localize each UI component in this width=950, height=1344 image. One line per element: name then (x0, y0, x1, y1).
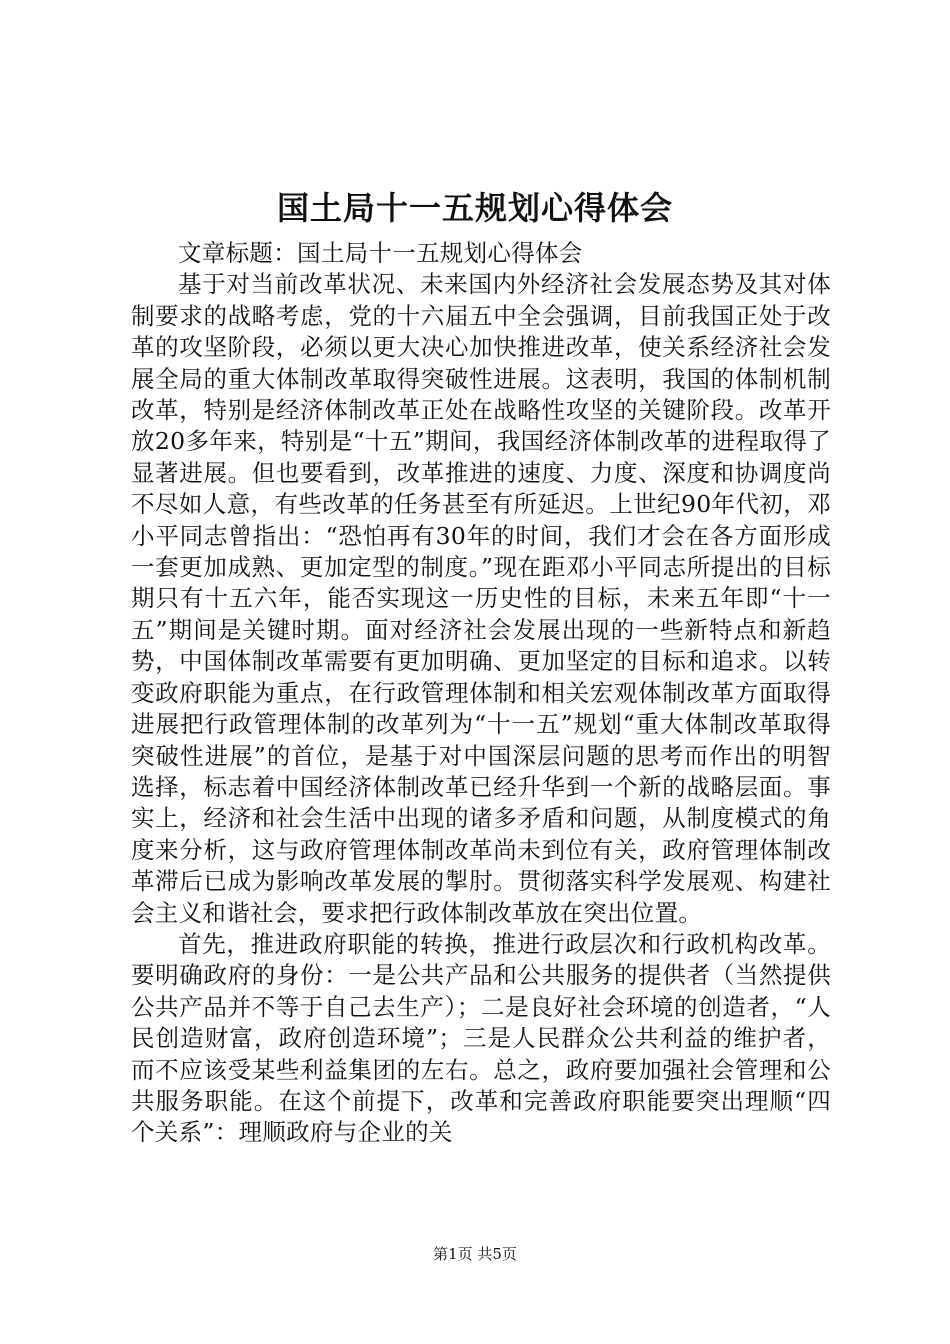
paragraph-government-functions: 首先，推进政府职能的转换，推进行政层次和行政机构改革。要明确政府的身份：一是公共产品和公共服务的提供者（当然提供公共产品并不等于自己去生产）；二是良好社会环境的创造者，“人民创造财富，政府创造环境”；三是人民群众公共利益的维护者，而不应该受某些利益集团的左右。总之，政府要加强社会管理和公共服务职能。在这个前提下，改革和完善政府职能要突出理顺“四个关系”：理顺政府与企业的关 (131, 929, 831, 1147)
page-footer: 第1页 共5页 (433, 1245, 517, 1263)
document-body (131, 238, 831, 1149)
paragraph-article-title: 文章标题：国土局十一五规划心得体会 (178, 239, 583, 267)
document-title: 国土局十一五规划心得体会 (276, 189, 673, 227)
paragraph-reform-background: 基于对当前改革状况、未来国内外经济社会发展态势及其对体制要求的战略考虑，党的十六届五中全会强调，目前我国正处于改革的攻坚阶段，必须以更大决心加快推进改革，使关系经济社会发展全局的重大体制改革取得突破性进展。这表明，我国的体制机制改革，特别是经济体制改革正处在战略性攻坚的关键阶段。改革开放20多年来，特别是“十五”期间，我国经济体制改革的进程取得了显著进展。但也要看到，改革推进的速度、力度、深度和协调度尚不尽如人意，有些改革的任务甚至有所延迟。上世纪90年代初，邓小平同志曾指出：“恐怕再有30年的时间，我们才会在各方面形成一套更加成熟、更加定型的制度。”现在距邓小平同志所提出的目标期只有十五六年，能否实现这一历史性的目标，未来五年即“十一五”期间是关键时期。面对经济社会发展出现的一些新特点和新趋势，中国体制改革需要有更加明确、更加坚定的目标和追求。以转变政府职能为重点，在行政管理体制和相关宏观体制改革方面取得进展把行政管理体制的改革列为“十一五”规划“重大体制改革取得突破性进展”的首位，是基于对中国深层问题的思考而作出的明智选择，标志着中国经济体制改革已经升华到一个新的战略层面。事实上，经济和社会生活中出现的诸多矛盾和问题，从制度模式的角度来分析，这与政府管理体制改革尚未到位有关，政府管理体制改革滞后已成为影响改革发展的掣肘。贯彻落实科学发展观、构建社会主义和谐社会，要求把行政体制改革放在突出位置。 (131, 270, 831, 927)
